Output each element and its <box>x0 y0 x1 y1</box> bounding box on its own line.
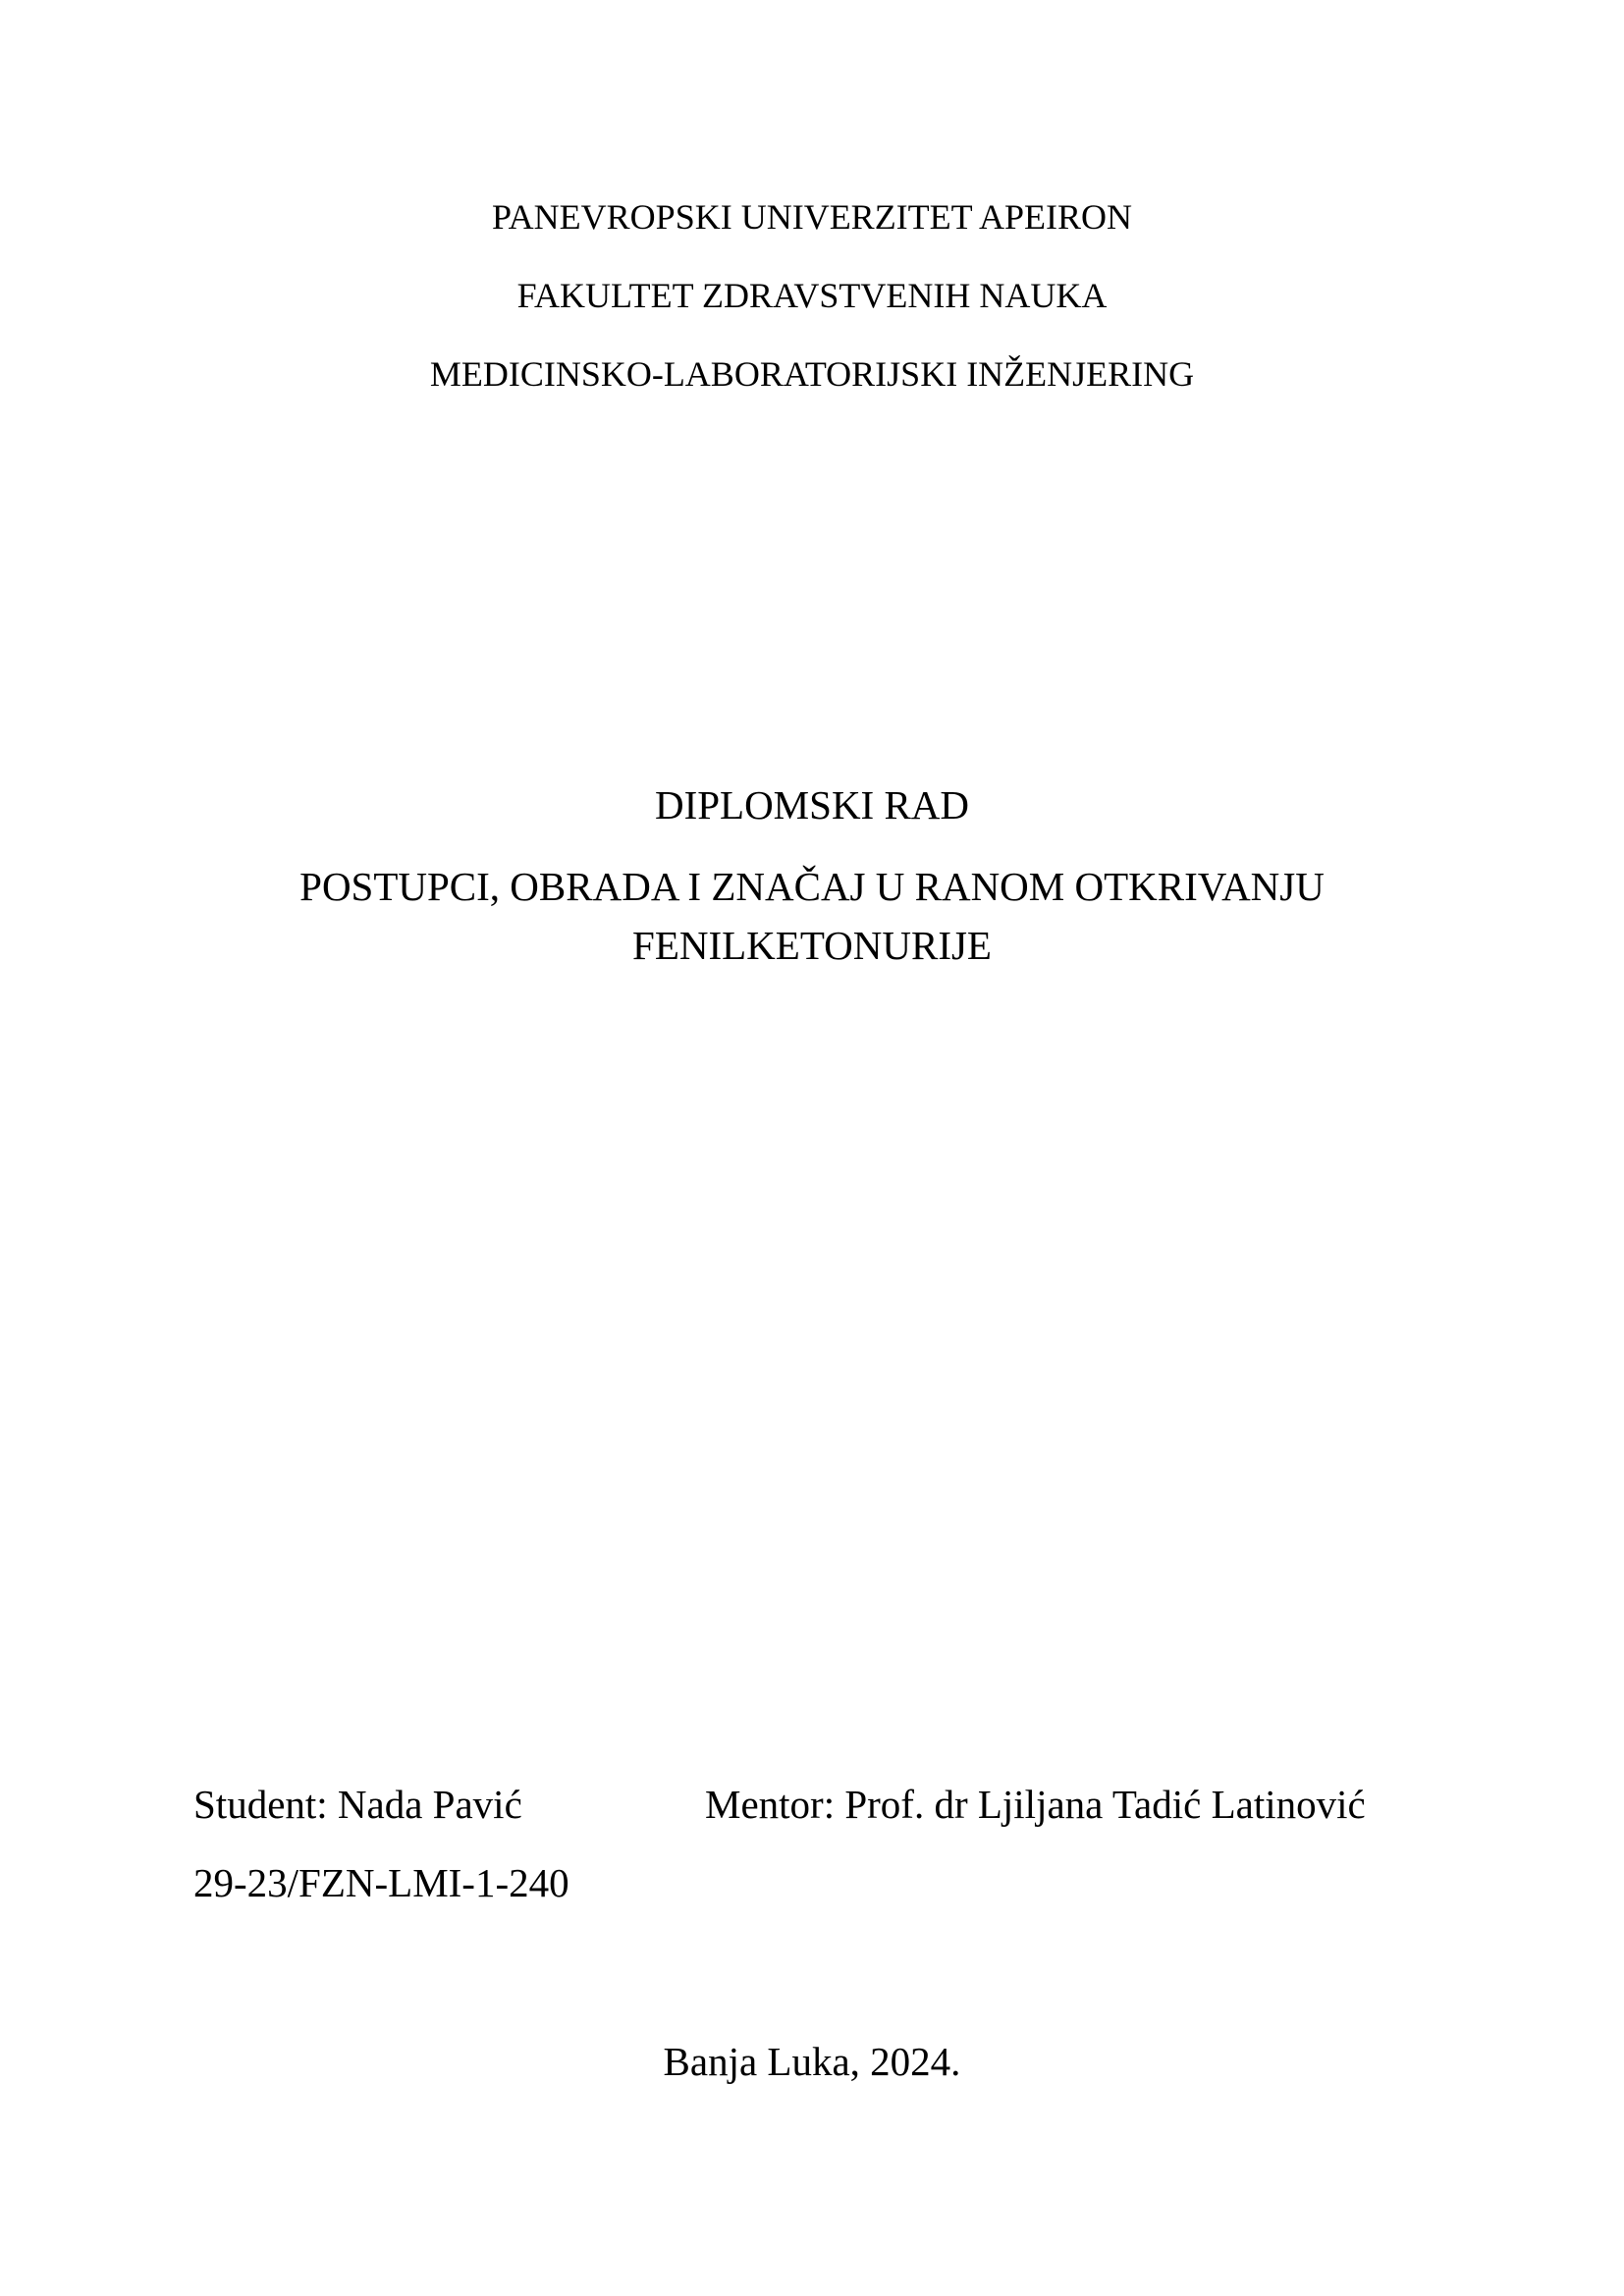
thesis-title-line-1: POSTUPCI, OBRADA I ZNAČAJ U RANOM OTKRIVANJU <box>299 864 1325 909</box>
thesis-title-line-2: FENILKETONURIJE <box>632 923 992 968</box>
faculty-name: FAKULTET ZDRAVSTVENIH NAUKA <box>516 276 1108 315</box>
mentor-name: Mentor: Prof. dr Ljiljana Tadić Latinović <box>705 1782 1366 1827</box>
university-name: PANEVROPSKI UNIVERZITET APEIRON <box>491 197 1133 237</box>
student-name: Student: Nada Pavić <box>193 1782 522 1827</box>
place-and-date: Banja Luka, 2024. <box>663 2039 961 2084</box>
student-index: 29-23/FZN-LMI-1-240 <box>193 1860 569 1905</box>
study-program: MEDICINSKO-LABORATORIJSKI INŽENJERING <box>429 354 1195 394</box>
document-type: DIPLOMSKI RAD <box>654 782 970 828</box>
